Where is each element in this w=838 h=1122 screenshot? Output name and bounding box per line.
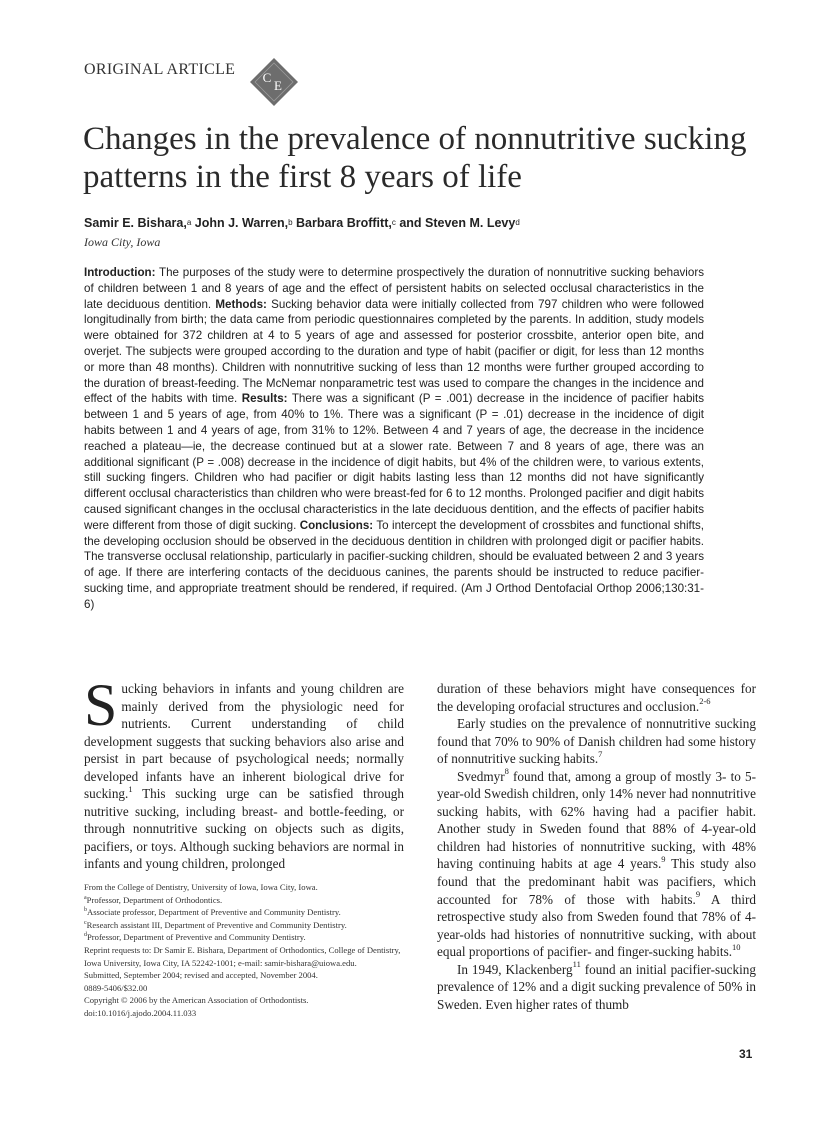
abstract-text: To intercept the development of crossbites and functional shifts, the developing occlusion should be observed in the deciduous dentition in children with prolonged digit or pacifier habits. The transverse occlusal relationship, particularly in pacifier-sucking children, should be evaluated between 2 and 3 years of age. If there are interfering contacts of the deciduous canines, the parents should be instructed to reduce pacifier-sucking time, and appropriate treatment should be rendered, if required. (Am J Orthod Dentofacial Orthop 2006;130:31-6) — [84, 518, 704, 611]
footnote-marker: c — [84, 919, 87, 926]
author-name: Samir E. Bishara, — [84, 216, 187, 230]
footnote-item — [84, 969, 404, 982]
footnote-marker: b — [84, 907, 87, 914]
abstract-text: The purposes of the study were to determine prospectively the duration of nonnutritive sucking behaviors of children between 1 and 8 years of age and the effect of persistent habits on selected occlusal characteristics in the late deciduous dentition. — [84, 266, 704, 311]
footnote-item — [84, 881, 404, 894]
abstract-section-heading: Conclusions: — [299, 518, 374, 532]
footnote-text: Copyright © 2006 by the American Association of Orthodontists. — [84, 995, 309, 1006]
article-type-label: ORIGINAL ARTICLE — [84, 61, 236, 78]
author-list — [84, 216, 764, 230]
abstract-section-heading: Introduction: — [84, 266, 156, 279]
footnote-item — [84, 919, 404, 932]
reference-marker[interactable]: 1 — [128, 783, 133, 794]
footnote-text: doi:10.1016/j.ajodo.2004.11.033 — [84, 1007, 197, 1018]
footnote-text: From the College of Dentistry, University of Iowa, Iowa City, Iowa. — [84, 882, 318, 892]
footnote-item — [84, 931, 404, 944]
article-title: Changes in the prevalence of nonnutritive sucking patterns in the first 8 years of life — [83, 121, 747, 195]
svg-text:C: C — [262, 70, 272, 85]
body-text: A third retrospective study also from Sweden found that 78% of 4-year-olds had histories of nonnutritive sucking, with about equal proportions of pacifier- and finger-sucking habits. — [437, 891, 756, 960]
reference-marker[interactable]: 10 — [732, 941, 741, 952]
abstract-text: Sucking behavior data were initially collected from 797 children who were followed longitudinally from birth; the data came from periodic questionnaires completed by the parents. In addition, study models were obtained for 372 children at 4 to 5 years of age and assessed for posterior crossbite, anterior open bite, and overjet. The subjects were grouped according to the duration and type of habit (pacifier or digit, for less than 12 months or more than 48 months). Children with nonnutritive sucking of less than 12 months were further grouped according to the duration of breast-feeding. The McNemar nonparametric test was used to compare the changes in the incidence and effect of the habits with time. — [84, 297, 704, 406]
body-paragraph — [437, 961, 756, 1014]
footnote-text: Professor, Department of Preventive and Community Dentistry. — [87, 932, 306, 943]
reference-marker[interactable]: 9 — [695, 889, 701, 900]
affiliation-marker: b — [288, 218, 293, 227]
affiliation-marker: a — [186, 218, 192, 227]
author-name: John J. Warren, — [191, 216, 289, 230]
body-text: In 1949, Klackenberg — [457, 961, 573, 977]
reference-marker[interactable]: 7 — [598, 748, 603, 759]
body-text: Svedmyr — [457, 768, 505, 784]
intro-text-2: This sucking urge can be satisfied through nutritive sucking, including breast- and bottle-feeding, or through nonnutritive sucking on objects such as digits, pacifiers, or toys. Although sucking behaviors are normal in infants and young children, prolonged — [84, 786, 404, 872]
footnote-item — [84, 982, 404, 995]
reference-marker[interactable]: 11 — [572, 959, 581, 970]
abstract-text: There was a significant (P = .001) decrease in the incidence of pacifier habits between 1 and 5 years of age, from 40% to 1%. There was a significant (P = .01) decrease in the incidence of digit habits between 1 and 4 years of age, from 31% to 12%. Between 4 and 7 years of age, the decrease in the incidence reached a plateau—ie, the decrease continued but at a slower rate. Between 7 and 8 years of age, there was an additional significant (P = .008) decrease in the incidence of digit habits, but 4% of the children were, to various extents, still sucking fingers. Children who had pacifier or digit habits lasting less than 12 months did not have significantly different occlusal characteristics than children who were breast-fed for 6 to 12 months. Prolonged pacifier and digit habits caused significant changes in the occlusal characteristics in the late deciduous dentition, and the effects of pacifier habits were different from those of digit sucking. — [84, 392, 704, 532]
body-text: found an initial pacifier-sucking prevalence of 12% and a digit sucking prevalence of 50% in Sweden. Even higher rates of thumb — [437, 961, 756, 1012]
reference-marker[interactable]: 2-6 — [699, 696, 711, 707]
body-text: duration of these behaviors might have consequences for the developing orofacial structures and occlusion. — [437, 681, 756, 714]
footnote-marker: a — [84, 894, 87, 901]
reference-marker[interactable]: 9 — [661, 854, 666, 865]
page-number: 31 — [739, 1047, 753, 1061]
affiliation-marker: d — [515, 218, 520, 227]
footnote-text: Reprint requests to: Dr Samir E. Bishara, Department of Orthodontics, College of Dentistry, Iowa University, Iowa City, IA 52242-1001; e-mail: samir-bishara@uiowa.edu. — [84, 944, 401, 968]
body-text: This study also found that the predominant habit was pacifiers, which accounted for 78% of those with habits. — [437, 856, 756, 907]
intro-text-1: ucking behaviors in infants and young children are mainly derived from the physiologic need for nutrients. Current understanding of child development suggests that sucking behaviors also arise and persist in part because of psychological needs; normally developed infants have an inherent biological drive for sucking. — [84, 681, 404, 802]
intro-paragraph — [84, 672, 404, 873]
author-name: Barbara Broffitt, — [292, 216, 392, 230]
author-name: and Steven M. Levy — [395, 216, 516, 230]
right-column — [437, 680, 756, 1013]
reference-marker[interactable]: 8 — [504, 766, 509, 777]
footnote-item — [84, 906, 404, 919]
footnote-item — [84, 894, 404, 907]
affiliation-marker: c — [391, 218, 396, 227]
footnote-text: Associate professor, Department of Preventive and Community Dentistry. — [87, 907, 341, 918]
ce-badge-icon — [249, 57, 299, 107]
footnote-item — [84, 994, 404, 1007]
footnote-text: 0889-5406/$32.00 — [84, 982, 148, 993]
svg-text:E: E — [274, 78, 282, 93]
footnotes — [84, 881, 404, 1020]
footnote-text: Research assistant III, Department of Preventive and Community Dentistry. — [86, 919, 347, 930]
left-column — [84, 672, 404, 873]
footnote-text: Professor, Department of Orthodontics. — [86, 894, 223, 905]
footnote-item — [84, 944, 404, 969]
body-paragraph — [437, 768, 756, 961]
body-text: found that, among a group of mostly 3- to 5-year-old Swedish children, only 14% never had nonnutritive sucking habits, with 62% having had a pacifier habit. Another study in Sweden found that 88% of 4-year-old children had histories of nonnutritive sucking, with 48% having continuing habits at age 4 years. — [437, 768, 756, 872]
body-paragraph — [437, 715, 756, 768]
abstract-section-heading: Results: — [241, 392, 288, 406]
abstract-section-heading: Methods: — [215, 297, 267, 311]
drop-cap: S — [84, 672, 118, 738]
abstract — [84, 265, 704, 613]
body-paragraph — [437, 680, 756, 715]
body-text: Early studies on the prevalence of nonnutritive sucking found that 70% to 90% of Danish children had some history of nonnutritive sucking habits. — [437, 716, 756, 767]
footnote-marker: d — [84, 932, 87, 939]
author-affiliation: Iowa City, Iowa — [84, 235, 161, 249]
footnote-item — [84, 1007, 404, 1020]
footnote-text: Submitted, September 2004; revised and accepted, November 2004. — [84, 970, 318, 981]
